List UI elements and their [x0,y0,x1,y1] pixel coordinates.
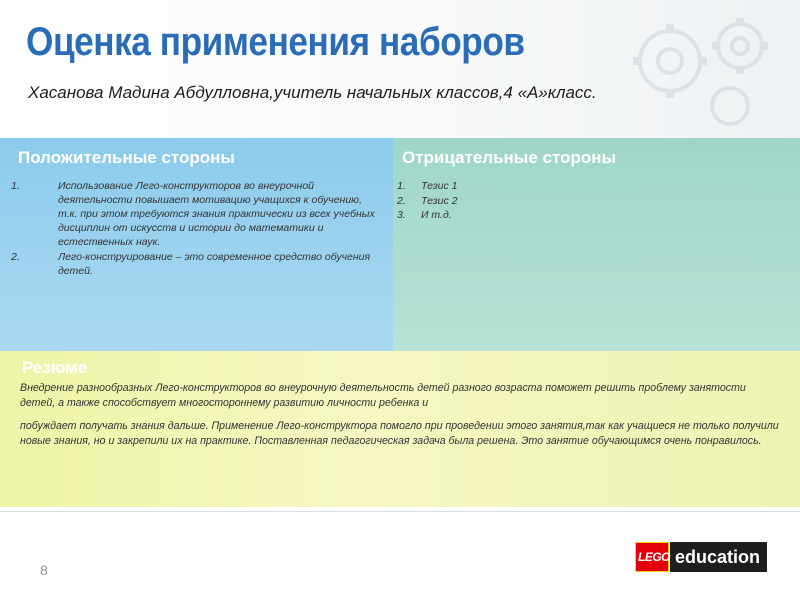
summary-title: Резюме [22,358,88,377]
item-text: Лего-конструирование – это современное средство обучения детей. [58,251,371,277]
positive-title: Положительные стороны [18,148,235,167]
summary-panel [0,351,800,507]
education-label-box [670,542,767,572]
slide-header [0,0,800,138]
item-text: Использование Лего-конструкторов во внеурочной деятельности повышает мотивацию учащихся к обучению, т.к. при этом требуются знания практически из всех учебных дисциплин от искусств и истории до математики и естественных наук. [58,180,375,248]
list-item [8,179,378,249]
item-number: 2. [397,194,406,207]
page-number: 8 [40,562,48,578]
lego-education-logo [635,542,767,572]
lego-brand-text: LEGO [638,550,671,564]
negative-panel [393,138,800,351]
item-number: 1. [11,180,20,192]
footer-divider [0,511,800,512]
item-number: 1. [397,180,406,192]
list-item [8,250,378,278]
list-item [397,208,458,223]
education-label: education [675,546,761,567]
item-text: Тезис 2 [421,194,458,207]
summary-text [20,381,780,449]
item-text: И т.д. [421,209,452,221]
page-title: Оценка применения наборов [26,20,525,64]
item-text: Тезис 1 [421,180,458,192]
lego-logo-icon [635,542,669,572]
summary-paragraph-1: Внедрение разнообразных Лего-конструкторов во внеурочную деятельность детей разного возраста поможет решить проблему занятости детей, а также способствует многостороннему развитию личности ребенка и [20,382,746,409]
item-number: 2. [11,251,20,263]
list-item [397,179,458,194]
gears-decoration-icon [610,6,780,132]
list-item [397,194,458,209]
summary-paragraph-2: побуждает получать знания дальше. Применение Лего-конструктора помогло при проведении этого занятия,так как учащиеся не только получили новые знания, но и закрепили их на практике. Поставленная педагогическая задача была решена. Это занятие обучающимся очень понравилось. [20,420,779,447]
positive-panel [0,138,393,351]
author-subtitle: Хасанова Мадина Абдулловна,учитель начальных классов,4 «А»класс. [28,83,597,102]
negative-list [397,179,458,223]
positive-list [8,179,378,279]
item-number: 3. [397,209,406,221]
negative-title: Отрицательные стороны [402,148,616,167]
